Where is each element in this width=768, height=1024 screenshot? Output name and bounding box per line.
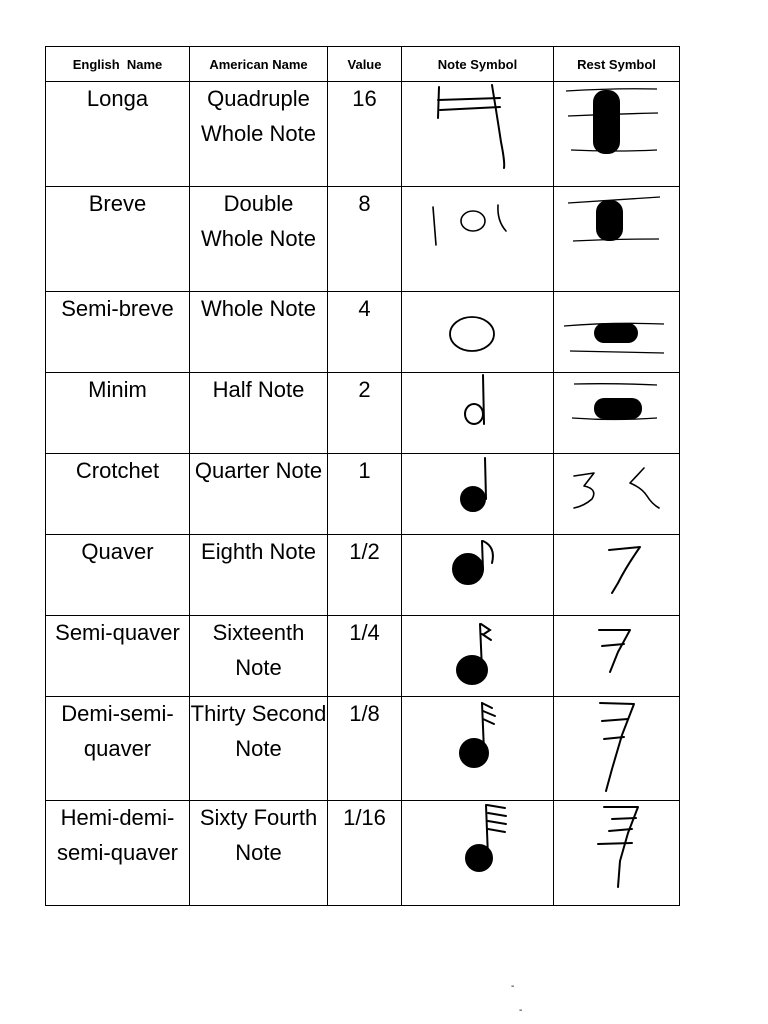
quarter-note-icon (402, 454, 553, 534)
header-rest-symbol: Rest Symbol (554, 47, 680, 82)
table-row (46, 292, 680, 373)
note-symbol-cell (402, 535, 554, 616)
table-row (46, 82, 680, 187)
value-cell (328, 82, 402, 187)
value-cell (328, 454, 402, 535)
eighth-note-icon (402, 535, 553, 615)
note-value: 1/4 (349, 620, 380, 645)
note-value: 1/2 (349, 539, 380, 564)
american-name: Whole Note (201, 296, 316, 321)
note-value: 8 (358, 191, 371, 216)
english-name: Semi-breve (61, 296, 174, 321)
american-name: Thirty Second Note (190, 701, 327, 761)
header-value: Value (328, 47, 402, 82)
american-name-cell (190, 697, 328, 801)
rest-symbol-cell (554, 82, 680, 187)
table-row (46, 697, 680, 801)
table-row (46, 616, 680, 697)
longa-rest-icon (554, 82, 679, 186)
english-name-cell (46, 292, 190, 373)
english-name-cell (46, 454, 190, 535)
sixty-fourth-rest-icon (554, 801, 679, 905)
note-symbol-cell (402, 292, 554, 373)
value-cell (328, 373, 402, 454)
note-symbol-cell (402, 187, 554, 292)
thirty-second-note-icon (402, 697, 553, 800)
note-value: 4 (358, 296, 371, 321)
table-row (46, 454, 680, 535)
english-name: Quaver (81, 539, 154, 564)
american-name: Eighth Note (201, 539, 316, 564)
breve-rest-icon (554, 187, 679, 291)
american-name: Half Note (212, 377, 305, 402)
note-symbol-cell (402, 82, 554, 187)
value-cell (328, 616, 402, 697)
thirty-second-rest-icon (554, 697, 679, 800)
note-value: 2 (358, 377, 371, 402)
american-name: Double Whole Note (201, 191, 316, 251)
header-row (46, 47, 680, 82)
table-row (46, 373, 680, 454)
eighth-rest-icon (554, 535, 679, 615)
whole-rest-icon (554, 292, 679, 372)
table-row (46, 187, 680, 292)
note-symbol-cell (402, 697, 554, 801)
half-rest-icon (554, 373, 679, 453)
value-cell (328, 697, 402, 801)
english-name: Minim (88, 377, 147, 402)
american-name-cell (190, 292, 328, 373)
value-cell (328, 187, 402, 292)
american-name-cell (190, 616, 328, 697)
value-cell (328, 292, 402, 373)
rest-symbol-cell (554, 292, 680, 373)
american-name: Quadruple Whole Note (201, 86, 316, 146)
footer-mark-2: - (519, 1005, 523, 1016)
english-name: Longa (86, 86, 149, 111)
value-cell (328, 535, 402, 616)
header-note-symbol: Note Symbol (402, 47, 554, 82)
english-name: Hemi-demi-semi-quaver (56, 805, 179, 865)
rest-symbol-cell (554, 697, 680, 801)
table-row (46, 535, 680, 616)
footer-mark-1: - (511, 981, 515, 992)
note-value: 16 (352, 86, 377, 111)
sixteenth-note-icon (402, 616, 553, 696)
rest-symbol-cell (554, 535, 680, 616)
whole-note-icon (402, 292, 553, 372)
rest-symbol-cell (554, 616, 680, 697)
american-name-cell (190, 454, 328, 535)
american-name-cell (190, 373, 328, 454)
american-name-cell (190, 535, 328, 616)
american-name-cell (190, 187, 328, 292)
rest-symbol-cell (554, 801, 680, 906)
rest-symbol-cell (554, 373, 680, 454)
english-name-cell (46, 697, 190, 801)
value-cell (328, 801, 402, 906)
english-name-cell (46, 82, 190, 187)
american-name: Sixteenth Note (212, 620, 305, 680)
english-name-cell (46, 801, 190, 906)
american-name: Quarter Note (194, 458, 323, 483)
english-name: Semi-quaver (55, 620, 180, 645)
note-value: 1/8 (349, 701, 380, 726)
rest-symbol-cell (554, 187, 680, 292)
note-value: 1/16 (343, 805, 386, 830)
english-name: Crotchet (75, 458, 160, 483)
american-name: Sixty Fourth Note (199, 805, 318, 865)
quarter-rest-icon (554, 454, 679, 534)
music-notes-table (45, 46, 680, 906)
sixty-fourth-note-icon (402, 801, 553, 905)
table-row (46, 801, 680, 906)
note-symbol-cell (402, 801, 554, 906)
english-name: Demi-semi-quaver (61, 701, 174, 761)
english-name-cell (46, 616, 190, 697)
header-american-name: American Name (190, 47, 328, 82)
english-name-cell (46, 187, 190, 292)
american-name-cell (190, 801, 328, 906)
half-note-icon (402, 373, 553, 453)
note-symbol-cell (402, 616, 554, 697)
header-english-name: English Name (46, 47, 190, 82)
longa-note-icon (402, 82, 553, 186)
american-name-cell (190, 82, 328, 187)
breve-note-icon (402, 187, 553, 291)
english-name: Breve (88, 191, 147, 216)
note-symbol-cell (402, 373, 554, 454)
note-symbol-cell (402, 454, 554, 535)
english-name-cell (46, 373, 190, 454)
english-name-cell (46, 535, 190, 616)
sixteenth-rest-icon (554, 616, 679, 696)
rest-symbol-cell (554, 454, 680, 535)
note-value: 1 (358, 458, 371, 483)
